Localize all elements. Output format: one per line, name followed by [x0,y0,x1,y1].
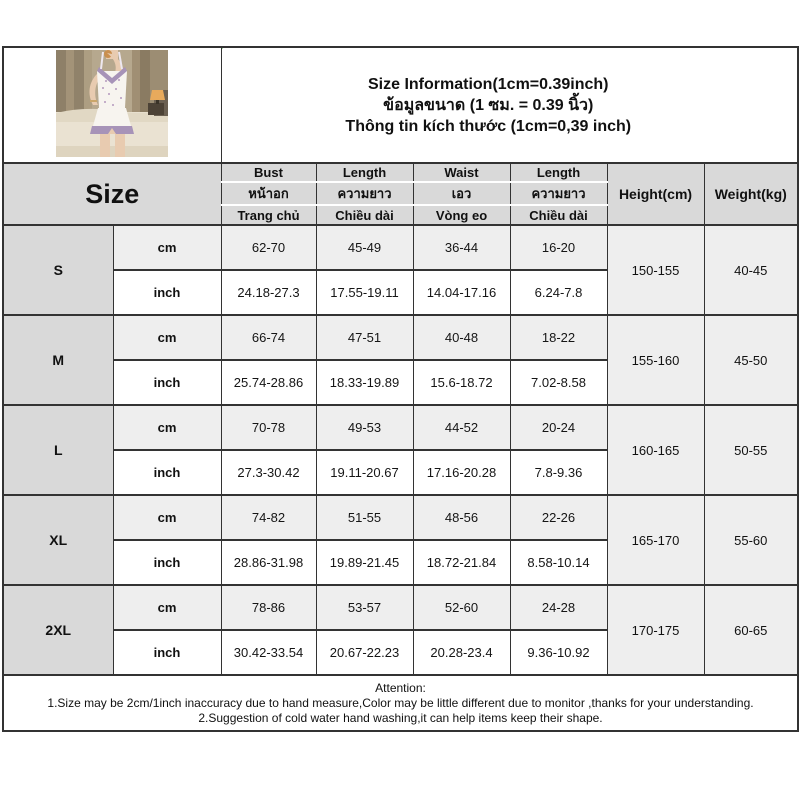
col-header-height: Height(cm) [607,163,704,225]
length1-cm-value: 53-57 [316,585,413,630]
height-value: 155-160 [607,315,704,405]
size-label-2xl: 2XL [3,585,113,675]
height-value: 170-175 [607,585,704,675]
col-header-length2-en: Length [510,163,607,182]
length1-inch-value: 18.33-19.89 [316,360,413,405]
height-value: 165-170 [607,495,704,585]
size-label-s: S [3,225,113,315]
unit-inch-label: inch [113,630,221,675]
title-line-vietnamese: Thông tin kích thước (1cm=0,39 inch) [345,117,632,135]
length2-inch-value: 7.8-9.36 [510,450,607,495]
waist-cm-value: 44-52 [413,405,510,450]
length1-inch-value: 17.55-19.11 [316,270,413,315]
attention-cell [3,675,798,731]
bust-cm-value: 74-82 [221,495,316,540]
attention-title: Attention: [375,681,426,695]
waist-inch-value: 14.04-17.16 [413,270,510,315]
weight-value: 60-65 [704,585,798,675]
size-label-m: M [3,315,113,405]
unit-inch-label: inch [113,540,221,585]
unit-cm-label: cm [113,405,221,450]
length1-cm-value: 49-53 [316,405,413,450]
weight-value: 45-50 [704,315,798,405]
bust-inch-value: 24.18-27.3 [221,270,316,315]
col-header-waist-th: เอว [413,182,510,205]
size-label-xl: XL [3,495,113,585]
length2-inch-value: 9.36-10.92 [510,630,607,675]
col-header-weight: Weight(kg) [704,163,798,225]
waist-inch-value: 15.6-18.72 [413,360,510,405]
col-header-length1-vi: Chiều dài [316,205,413,225]
bust-cm-value: 66-74 [221,315,316,360]
bust-cm-value: 62-70 [221,225,316,270]
col-header-bust-en: Bust [221,163,316,182]
waist-inch-value: 18.72-21.84 [413,540,510,585]
waist-inch-value: 20.28-23.4 [413,630,510,675]
cell-corner-marker-icon [221,47,228,50]
table-row-xl-cm [3,495,798,540]
height-value: 150-155 [607,225,704,315]
waist-inch-value: 17.16-20.28 [413,450,510,495]
header-row-english [3,163,798,182]
weight-value: 50-55 [704,405,798,495]
length1-inch-value: 19.89-21.45 [316,540,413,585]
col-header-waist-en: Waist [413,163,510,182]
length1-cm-value: 45-49 [316,225,413,270]
unit-cm-label: cm [113,495,221,540]
col-header-bust-th: หน้าอก [221,182,316,205]
col-header-waist-vi: Vòng eo [413,205,510,225]
waist-cm-value: 52-60 [413,585,510,630]
unit-inch-label: inch [113,450,221,495]
unit-cm-label: cm [113,585,221,630]
bust-inch-value: 30.42-33.54 [221,630,316,675]
size-chart-table [2,46,799,732]
size-info-title-cell [221,47,798,163]
table-row-l-cm [3,405,798,450]
length2-cm-value: 18-22 [510,315,607,360]
length2-inch-value: 6.24-7.8 [510,270,607,315]
length1-inch-value: 19.11-20.67 [316,450,413,495]
length2-cm-value: 24-28 [510,585,607,630]
bust-cm-value: 78-86 [221,585,316,630]
table-row-m-cm [3,315,798,360]
length2-cm-value: 22-26 [510,495,607,540]
table-row-s-cm [3,225,798,270]
bust-inch-value: 28.86-31.98 [221,540,316,585]
title-line-thai: ข้อมูลขนาด (1 ซม. = 0.39 นิ้ว) [383,96,594,114]
length2-inch-value: 7.02-8.58 [510,360,607,405]
length1-inch-value: 20.67-22.23 [316,630,413,675]
attention-row [3,675,798,731]
col-header-length1-th: ความยาว [316,182,413,205]
length2-cm-value: 16-20 [510,225,607,270]
col-header-length1-en: Length [316,163,413,182]
unit-cm-label: cm [113,225,221,270]
attention-line-1: 1.Size may be 2cm/1inch inaccuracy due to hand measure,Color may be little different due to monitor ,thanks for your understanding. [47,696,754,710]
size-label-l: L [3,405,113,495]
waist-cm-value: 40-48 [413,315,510,360]
col-header-bust-vi: Trang chủ [221,205,316,225]
waist-cm-value: 36-44 [413,225,510,270]
length1-cm-value: 47-51 [316,315,413,360]
length2-cm-value: 20-24 [510,405,607,450]
product-photo [56,50,168,157]
weight-value: 55-60 [704,495,798,585]
length2-inch-value: 8.58-10.14 [510,540,607,585]
waist-cm-value: 48-56 [413,495,510,540]
col-header-length2-th: ความยาว [510,182,607,205]
title-line-english: Size Information(1cm=0.39inch) [368,75,609,93]
length1-cm-value: 51-55 [316,495,413,540]
unit-inch-label: inch [113,360,221,405]
attention-line-2: 2.Suggestion of cold water hand washing,it can help items keep their shape. [198,711,603,725]
weight-value: 40-45 [704,225,798,315]
bust-inch-value: 25.74-28.86 [221,360,316,405]
table-row-2xl-cm [3,585,798,630]
size-header: Size [3,163,221,225]
unit-cm-label: cm [113,315,221,360]
height-value: 160-165 [607,405,704,495]
bust-cm-value: 70-78 [221,405,316,450]
unit-inch-label: inch [113,270,221,315]
product-photo-cell [3,47,221,163]
col-header-length2-vi: Chiều dài [510,205,607,225]
title-row [3,47,798,163]
bust-inch-value: 27.3-30.42 [221,450,316,495]
